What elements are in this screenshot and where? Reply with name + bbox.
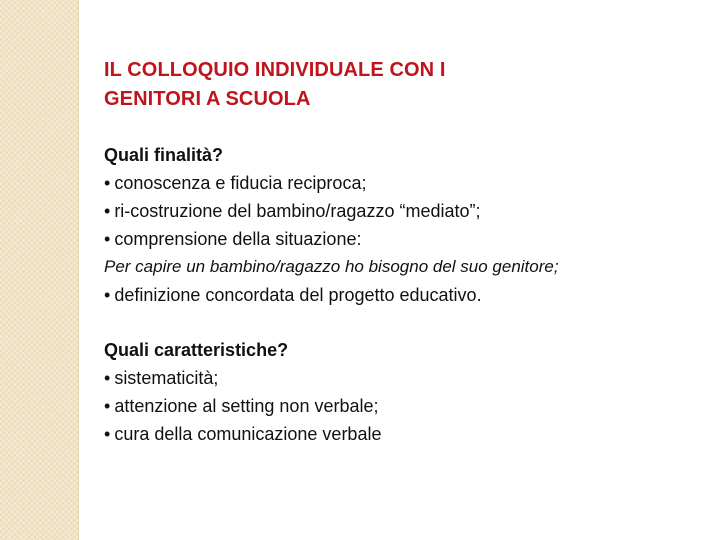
list-item bbox=[104, 169, 694, 197]
bullet-icon: • bbox=[104, 201, 111, 221]
bullet-icon: • bbox=[104, 285, 111, 305]
list-item bbox=[104, 364, 694, 392]
slide-content bbox=[104, 56, 694, 448]
slide-title-line-2: GENITORI A SCUOLA bbox=[104, 88, 311, 110]
italic-note: Per capire un bambino/ragazzo ho bisogno del suo genitore; bbox=[104, 257, 559, 276]
slide-title-line-1: IL COLLOQUIO INDIVIDUALE CON I bbox=[104, 59, 446, 81]
bullet-icon: • bbox=[104, 368, 111, 388]
section-heading-finalita: Quali finalità? bbox=[104, 145, 224, 165]
list-item-text: attenzione al setting non verbale; bbox=[114, 396, 379, 416]
section-heading-caratteristiche: Quali caratteristiche? bbox=[104, 340, 289, 360]
list-item-text: cura della comunicazione verbale bbox=[114, 424, 382, 444]
list-item-text: comprensione della situazione: bbox=[114, 229, 362, 249]
list-item bbox=[104, 392, 694, 420]
bullet-icon: • bbox=[104, 424, 111, 444]
list-item-text: ri-costruzione del bambino/ragazzo “mediato”; bbox=[114, 201, 481, 221]
list-item bbox=[104, 225, 694, 253]
list-item-text: definizione concordata del progetto educativo. bbox=[114, 285, 482, 305]
decorative-side-band bbox=[0, 0, 79, 540]
list-item-text: sistematicità; bbox=[114, 368, 219, 388]
bullet-icon: • bbox=[104, 229, 111, 249]
bullet-icon: • bbox=[104, 173, 111, 193]
list-item bbox=[104, 281, 694, 309]
list-item bbox=[104, 420, 694, 448]
bullet-icon: • bbox=[104, 396, 111, 416]
list-item-text: conoscenza e fiducia reciproca; bbox=[114, 173, 367, 193]
list-item bbox=[104, 197, 694, 225]
